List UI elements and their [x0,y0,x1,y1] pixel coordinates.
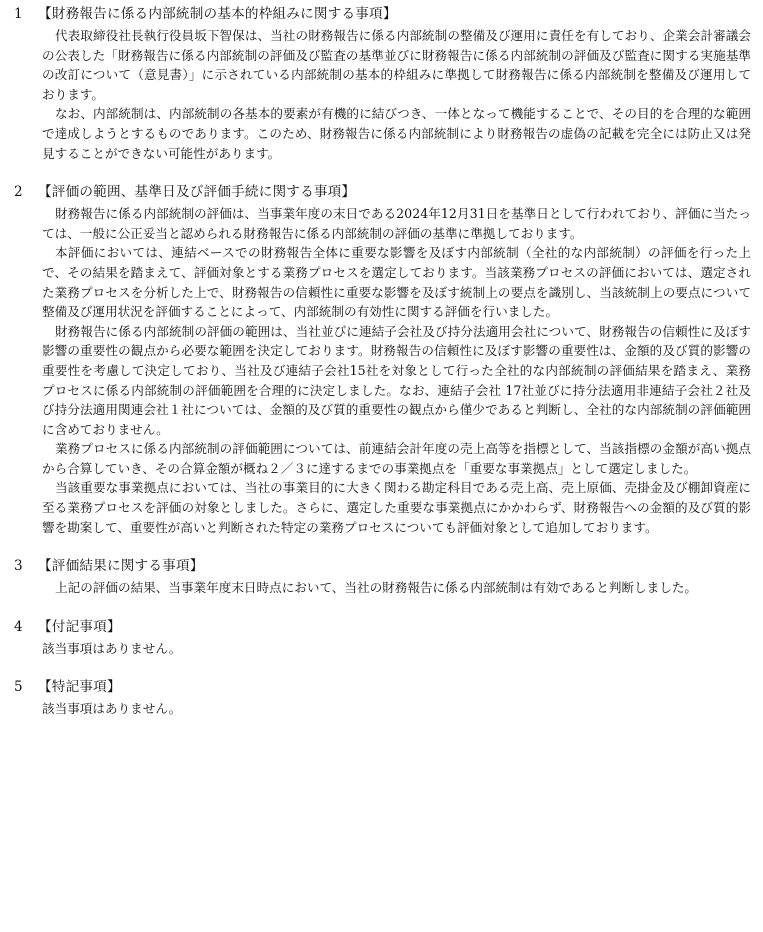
section-body [42,26,751,163]
section-heading [14,677,751,697]
section-heading [14,4,751,24]
section-title: 【特記事項】 [38,679,121,696]
section-title: 【評価の範囲、基準日及び評価手続に関する事項】 [38,184,356,201]
paragraph: 代表取締役社長執行役員坂下智保は、当社の財務報告に係る内部統制の整備及び運用に責任を有しており、企業会計審議会の公表した「財務報告に係る内部統制の評価及び監査の基準並びに財務報告に係る内部統制の評価及び監査に関する実施基準の改訂について（意見書）」に示されている内部統制の基本的枠組みに準拠して財務報告に係る内部統制を整備及び運用しております。 [42,28,751,102]
paragraph: 財務報告に係る内部統制の評価の範囲は、当社並びに連結子会社及び持分法適用会社について、財務報告の信頼性に及ぼす影響の重要性の観点から必要な範囲を決定しております。財務報告の信頼性に及ぼす影響の重要性は、金額的及び質的影響の重要性を考慮して決定しており、当社及び連結子会社15社を対象として行った全社的な内部統制の評価結果を踏まえ、業務プロセスに係る内部統制の評価範囲を合理的に決定しました。なお、連結子会社 17社並びに持分法適用非連結子会社２社及び持分法適用関連会社１社については、金額的及び質的重要性の観点から僅少であると判断し、全社的な内部統制の評価範囲に含めておりません。 [42,323,751,437]
section-number: 4 [14,618,23,635]
section-title: 【財務報告に係る内部統制の基本的枠組みに関する事項】 [38,6,397,22]
section-body [42,204,751,537]
section-title: 【付記事項】 [38,618,121,635]
section-title: 【評価結果に関する事項】 [38,558,204,575]
section-text: 該当事項はありません。 [42,640,182,656]
paragraph: なお、内部統制は、内部統制の各基本的要素が有機的に結びつき、一体となって機能することで、その目的を合理的な範囲で達成しようとするものであります。このため、財務報告に係る内部統制により財務報告の虚偽の記載を完全には防止又は発見することができない可能性があります。 [42,106,751,161]
section-number: 1 [14,6,23,22]
section-supplementary-notes [14,617,751,659]
section-number: 2 [14,184,23,201]
section-heading [14,182,751,202]
section-number: 5 [14,679,23,696]
section-body [42,699,751,719]
paragraph: 財務報告に係る内部統制の評価は、当事業年度の末日である2024年12月31日を基準日として行われており、評価に当たっては、一般に公正妥当と認められる財務報告に係る内部統制の評価の基準に準拠しております。 [42,206,751,241]
section-special-notes [14,677,751,719]
paragraph: 本評価においては、連結ベースでの財務報告全体に重要な影響を及ぼす内部統制（全社的な内部統制）の評価を行った上で、その結果を踏まえて、評価対象とする業務プロセスを選定しております。当該業務プロセスの評価においては、選定された業務プロセスを分析した上で、財務報告の信頼性に重要な影響を及ぼす統制上の要点を識別し、当該統制上の要点について整備及び運用状況を評価することによって、内部統制の有効性に関する評価を行いました。 [42,245,751,320]
section-heading [14,556,751,576]
section-scope-and-procedures [14,182,751,537]
section-body [42,578,751,598]
section-body [42,639,751,659]
section-text: 該当事項はありません。 [42,701,182,717]
section-heading [14,617,751,637]
section-basic-framework [14,4,751,163]
section-number: 3 [14,558,23,575]
paragraph: 業務プロセスに係る内部統制の評価範囲については、前連結会計年度の売上高等を指標として、当該指標の金額が高い拠点から合算していき、その合算金額が概ね２／３に達するまでの事業拠点を「重要な事業拠点」として選定しました。 [42,441,751,476]
paragraph: 上記の評価の結果、当事業年度末日時点において、当社の財務報告に係る内部統制は有効であると判断しました。 [55,580,698,596]
section-evaluation-result [14,556,751,598]
paragraph: 当該重要な事業拠点においては、当社の事業目的に大きく関わる勘定科目である売上高、売上原価、売掛金及び棚卸資産に至る業務プロセスを評価の対象としました。さらに、選定した重要な事業拠点にかかわらず、財務報告への金額的及び質的影響を勘案して、重要性が高いと判断された特定の業務プロセスについても評価対象として追加しております。 [42,480,751,535]
